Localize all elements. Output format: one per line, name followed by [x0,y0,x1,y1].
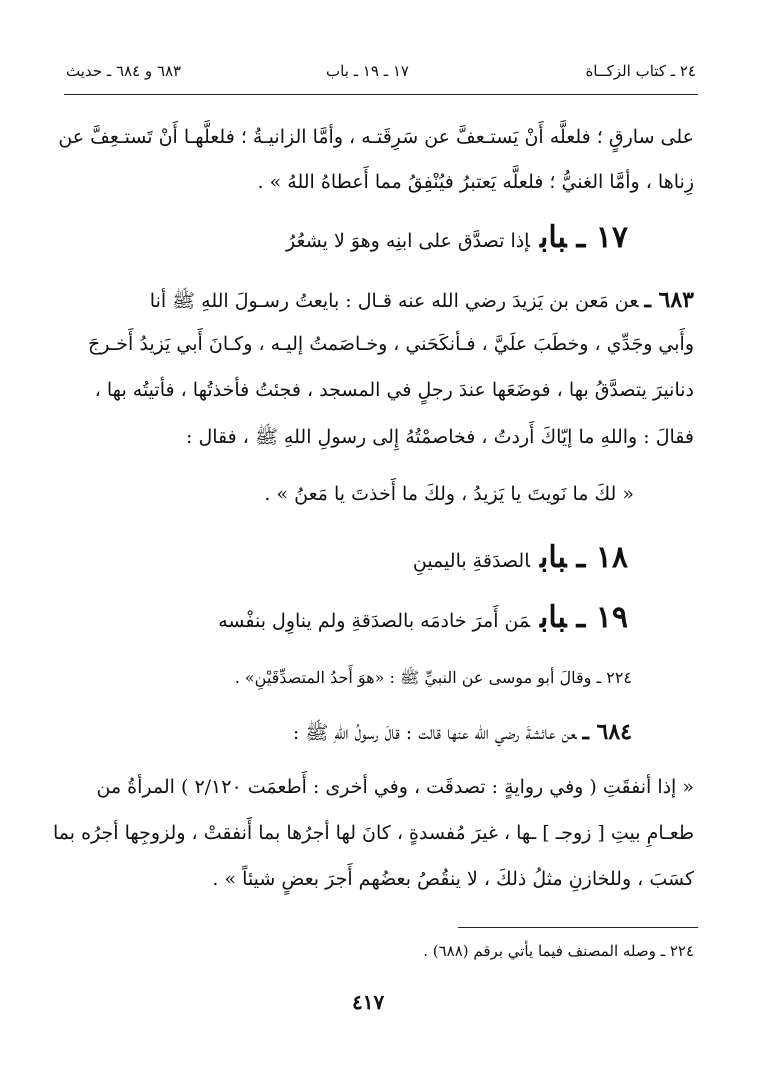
hadith-first-line [293,719,632,749]
chapter-heading [218,600,628,635]
page-number: ٤١٧ [352,990,385,1014]
header-section: ١٧ ـ ١٩ ـ باب [326,62,409,80]
text-line: فقالَ : واللهِ ما إيّاكَ أَردتُ ، فخاصمْتُهُ إِلى رسولِ اللهِ ﷺ ، فقال : [186,426,694,448]
hadith-number: ٦٨٤ ـ [582,719,632,745]
header-hadith-range: ٦٨٣ و ٦٨٤ ـ حديث [66,62,182,80]
chapter-title: الصدَقةِ باليمينِ [412,550,530,572]
chapter-number: ١٧ ـ [576,220,628,255]
hadith-number: ٦٨٣ ـ [644,287,694,313]
text-line: زِناها ، وأمَّا الغنيُّ ؛ فلعلَّه يَعتبرُ فيُنْفِقُ مما أَعطاهُ اللهُ » . [257,171,694,193]
chapter-number: ١٩ ـ [576,600,628,635]
chapter-title: إذا تصدَّق على ابنِه وهوَ لا يشعُرُ [286,230,530,252]
chapter-number: ١٨ ـ [576,540,628,575]
header-chapter: ٢٤ ـ كتاب الزكــاة [585,62,696,80]
text-line: « لكَ ما نَويتَ يا يَزيدُ ، ولكَ ما أَخذتَ يا مَعنُ » . [264,483,634,505]
text-line: « إذا أنفقَتِ ( وفي روايةٍ : تصدقَت ، وفي أخرى : أَطعمَت ٢/١٢٠ ) المرأةُ من [96,776,694,798]
chapter-word: باب [539,600,567,635]
chapter-heading [286,220,628,255]
mualaq-note: ٢٢٤ ـ وقالَ أبو موسى عن النبيِّ ﷺ : «هوَ أَحدُ المتصدِّقَيْنِ» . [234,668,632,687]
chapter-word: باب [539,220,567,255]
chapter-heading [413,540,628,575]
footnote-rule [458,927,698,928]
text-line: عن مَعن بن يَزيدَ رضي الله عنه قـال : بايعتُ رسـولَ اللهِ ﷺ أنا [149,290,639,312]
text-line: دنانيرَ يتصدَّقُ بها ، فوضَعَها عندَ رجلٍ في المسجد ، فجئتُ فأخذتُها ، فأتيتُه بها ، [94,379,694,401]
chapter-word: باب [539,540,567,575]
text-line: طعـامِ بيتِ [ زوجـ ] ـها ، غيرَ مُفسدةٍ ، كانَ لها أجرُها بما أَنفقتْ ، ولزوجِها أجرُه بما [53,822,694,844]
text-line: على سارقٍ ؛ فلعلَّه أَنْ يَستـعفَّ عن سَرِقَتـه ، وأمَّا الزانيـةُ ؛ فلعلَّهـا أَنْ تَستـعِفَّ عن [58,126,694,148]
footnote: ٢٢٤ ـ وصله المصنف فيما يأتي برقم (٦٨٨) . [423,942,694,960]
text-line: عن عائشةَ رضي الله عنها قالت : قالَ رسولُ اللهِ ﷺ : [292,722,577,744]
header-rule [64,94,698,95]
hadith-first-line [150,287,694,317]
chapter-title: مَن أَمرَ خادمَه بالصدَقةِ ولم يناوِل بنفْسه [218,610,530,632]
text-line: كسَبَ ، وللخازنِ مثلُ ذلكَ ، لا ينقُصُ بعضُهم أَجرَ بعضٍ شيئاً » . [212,868,694,890]
text-line: وأَبي وجَدِّي ، وخطَبَ علَيَّ ، فـأنكَحَني ، وخـاصَمتُ إليـه ، وكـانَ أَبي يَزيدُ أَخـرجَ [87,333,694,355]
